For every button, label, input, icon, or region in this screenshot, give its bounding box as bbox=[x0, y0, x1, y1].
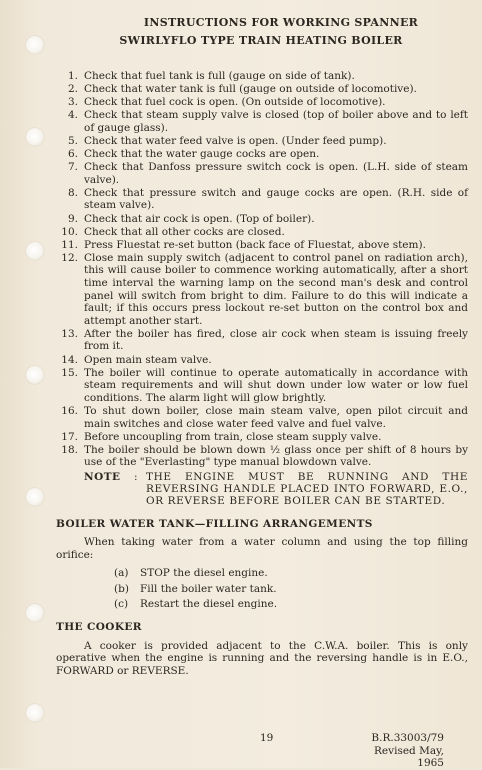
step-text: Press Fluestat re-set button (back face of Fluestat, above stem). bbox=[84, 238, 426, 251]
binder-hole bbox=[26, 488, 44, 506]
list-item bbox=[54, 226, 468, 239]
step-number: 7. bbox=[67, 161, 78, 174]
step-number: 5. bbox=[67, 134, 78, 147]
water-tank-heading: BOILER WATER TANK—FILLING ARRANGEMENTS bbox=[56, 517, 373, 530]
list-item bbox=[114, 567, 468, 580]
step-text: Check that fuel tank is full (gauge on side of tank). bbox=[84, 70, 355, 82]
step-number: 11. bbox=[61, 238, 78, 251]
step-text: Check that fuel cock is open. (On outside of locomotive). bbox=[84, 96, 386, 109]
substep-label: (a) bbox=[114, 567, 129, 580]
substep-label: (c) bbox=[114, 598, 129, 611]
substep-text: STOP the diesel engine. bbox=[140, 567, 268, 580]
step-text: Before uncoupling from train, close steam supply valve. bbox=[84, 430, 382, 443]
step-text: Check that all other cocks are closed. bbox=[84, 225, 285, 238]
step-text: Check that Danfoss pressure switch cock is open. (L.H. side of steam valve). bbox=[84, 161, 468, 186]
list-item bbox=[54, 444, 468, 469]
substep-text: Fill the boiler water tank. bbox=[140, 582, 277, 595]
note-block bbox=[84, 471, 468, 508]
water-tank-intro: When taking water from a water column and using the top filling orifice: bbox=[56, 536, 468, 561]
step-number: 2. bbox=[67, 83, 78, 96]
page-title: INSTRUCTIONS FOR WORKING SPANNER bbox=[143, 16, 419, 29]
list-item bbox=[114, 583, 468, 596]
step-number: 13. bbox=[61, 327, 78, 340]
cooker-text: A cooker is provided adjacent to the C.W.A. boiler. This is only operative when the engine is running and the reversing handle is in E.O., FORWARD or REVERSE. bbox=[56, 639, 468, 677]
step-text: Check that air cock is open. (Top of boiler). bbox=[84, 212, 315, 225]
binder-hole bbox=[26, 128, 44, 146]
list-item bbox=[54, 161, 468, 186]
binder-hole bbox=[26, 704, 44, 722]
step-number: 3. bbox=[67, 96, 78, 109]
list-item bbox=[114, 598, 468, 611]
step-text: Open main steam valve. bbox=[84, 353, 212, 366]
page-content bbox=[54, 14, 468, 683]
step-text: Check that water feed valve is open. (Under feed pump). bbox=[84, 134, 387, 147]
substep-text: Restart the diesel engine. bbox=[140, 598, 278, 611]
step-number: 9. bbox=[67, 212, 78, 225]
step-number: 1. bbox=[67, 70, 78, 82]
step-text: Check that steam supply valve is closed (top of boiler above and to left of gauge glass). bbox=[84, 109, 468, 134]
step-text: Check that the water gauge cocks are open. bbox=[84, 148, 320, 161]
step-number: 12. bbox=[61, 251, 78, 264]
step-text: Check that water tank is full (gauge on outside of locomotive). bbox=[84, 83, 417, 96]
list-item bbox=[54, 354, 468, 367]
step-text: After the boiler has fired, close air cock when steam is issuing freely from it. bbox=[84, 327, 468, 353]
binder-hole bbox=[26, 604, 44, 622]
page-subtitle: SWIRLYFLO TYPE TRAIN HEATING BOILER bbox=[119, 34, 403, 47]
list-item bbox=[54, 213, 468, 226]
step-text: To shut down boiler, close main steam valve, open pilot circuit and main switches and close water feed valve and fuel valve. bbox=[84, 404, 468, 430]
list-item bbox=[54, 70, 468, 83]
document-reference bbox=[356, 732, 444, 770]
water-tank-steps bbox=[114, 567, 468, 611]
list-item bbox=[54, 109, 468, 134]
step-number: 8. bbox=[67, 186, 78, 199]
note-text: THE ENGINE MUST BE RUNNING AND THE REVERSING HANDLE PLACED INTO FORWARD, E.O., OR REVERSE BEFORE BOILER CAN BE STARTED. bbox=[146, 470, 468, 508]
step-number: 14. bbox=[61, 353, 78, 366]
list-item bbox=[54, 367, 468, 405]
list-item bbox=[54, 431, 468, 444]
step-text: The boiler will continue to operate automatically in accordance with steam requirements and will shut down under low water or low fuel conditions. The alarm light will glow brightly. bbox=[84, 366, 468, 404]
step-number: 18. bbox=[61, 443, 78, 456]
step-number: 6. bbox=[67, 148, 78, 161]
step-number: 17. bbox=[61, 430, 78, 443]
list-item bbox=[54, 148, 468, 161]
cooker-heading: THE COOKER bbox=[56, 621, 142, 634]
step-text: Check that pressure switch and gauge cocks are open. (R.H. side of steam valve). bbox=[84, 186, 468, 212]
note-label: NOTE bbox=[84, 470, 121, 483]
instruction-list bbox=[54, 70, 468, 469]
step-number: 16. bbox=[61, 404, 78, 417]
list-item bbox=[54, 328, 468, 353]
list-item bbox=[54, 135, 468, 148]
page-number: 19 bbox=[260, 732, 274, 744]
list-item bbox=[54, 239, 468, 252]
reference-code: B.R.33003/79 bbox=[371, 732, 444, 744]
list-item bbox=[54, 96, 468, 109]
revision-date: Revised May, 1965 bbox=[374, 744, 444, 769]
list-item bbox=[54, 252, 468, 328]
step-number: 10. bbox=[61, 225, 78, 238]
list-item bbox=[54, 187, 468, 212]
step-number: 4. bbox=[67, 109, 78, 122]
step-text: The boiler should be blown down ½ glass once per shift of 8 hours by use of the "Everlasting" type manual blowdown valve. bbox=[84, 443, 468, 469]
note-separator: : bbox=[134, 470, 138, 483]
binder-hole bbox=[26, 242, 44, 260]
list-item bbox=[54, 405, 468, 430]
binder-hole bbox=[26, 366, 44, 384]
binder-hole bbox=[26, 36, 44, 54]
list-item bbox=[54, 83, 468, 96]
step-text: Close main supply switch (adjacent to control panel on radiation arch), this will cause boiler to commence working automatically, after a short time interval the warning lamp on the second man's desk and control panel will switch from bright to dim. Failure to do this will indicate a fault; if this occurs press lockout re-set button on the control box and attempt another start. bbox=[84, 251, 468, 327]
substep-label: (b) bbox=[114, 582, 129, 595]
step-number: 15. bbox=[61, 366, 78, 379]
